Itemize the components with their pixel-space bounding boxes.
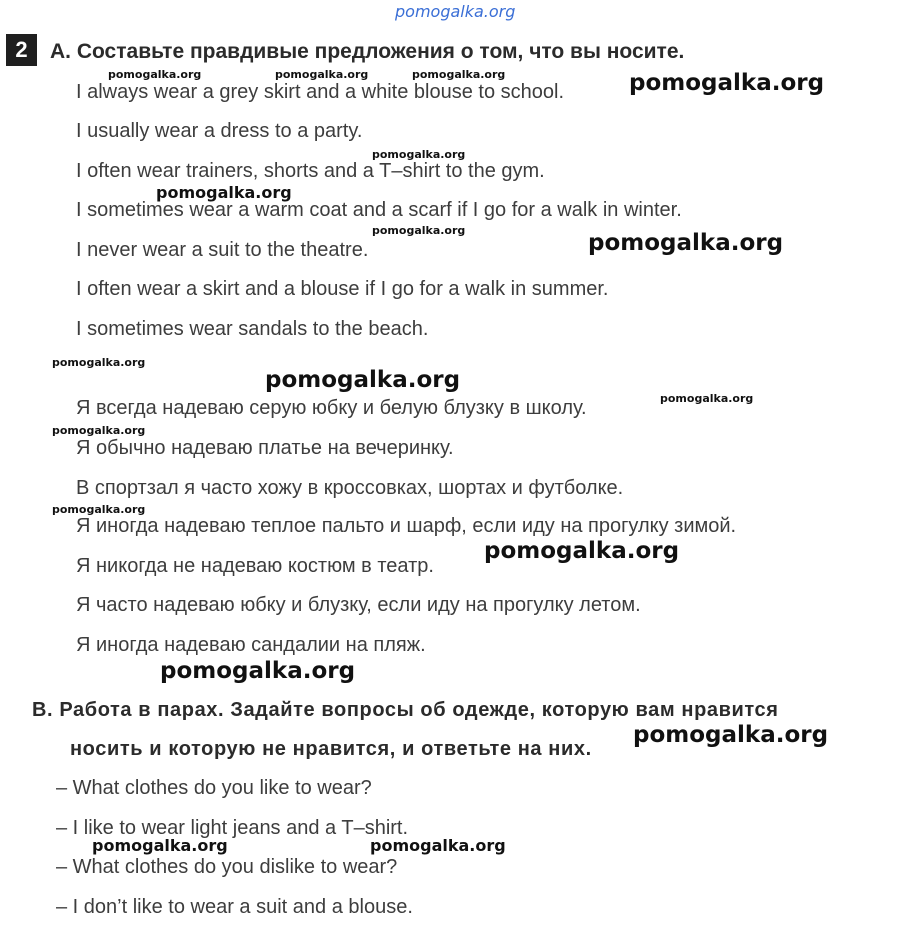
russian-sentence-6: Я часто надеваю юбку и блузку, если иду на прогулку летом. [76,594,641,616]
part-b-heading-line2: носить и которую не нравится, и ответьте на них. [70,738,592,760]
watermark: pomogalka.org [156,183,292,202]
english-sentence-1: I always wear a grey skirt and a white blouse to school. [76,81,565,103]
english-sentence-5: I never wear a suit to the theatre. [76,239,369,261]
russian-sentence-7: Я иногда надеваю сандалии на пляж. [76,634,426,656]
watermark: pomogalka.org [108,68,202,81]
watermark: pomogalka.org [372,224,466,237]
watermark: pomogalka.org [372,148,466,161]
dialogue-line-2: – I like to wear light jeans and a T–shirt. [56,817,409,839]
english-sentence-7: I sometimes wear sandals to the beach. [76,318,429,340]
watermark: pomogalka.org [412,68,506,81]
watermark: pomogalka.org [52,503,146,516]
watermark: pomogalka.org [660,392,754,405]
dialogue-line-4: – I don’t like to wear a suit and a blouse. [56,896,413,918]
watermark: pomogalka.org [588,230,784,256]
exercise-number-badge: 2 [6,34,37,66]
watermark: pomogalka.org [52,356,146,369]
russian-sentence-1: Я всегда надеваю серую юбку и белую блузку в школу. [76,397,587,419]
part-b-heading-line1: B. Работа в парах. Задайте вопросы об одежде, которую вам нравится [32,699,779,721]
watermark: pomogalka.org [275,68,369,81]
english-sentence-6: I often wear a skirt and a blouse if I go for a walk in summer. [76,278,609,300]
dialogue-line-3: – What clothes do you dislike to wear? [56,856,398,878]
dialogue-line-1: – What clothes do you like to wear? [56,777,372,799]
english-sentence-4: I sometimes wear a warm coat and a scarf if I go for a walk in winter. [76,199,682,221]
watermark: pomogalka.org [370,836,506,855]
russian-sentence-5: Я никогда не надеваю костюм в театр. [76,555,434,577]
part-a-heading: A. Составьте правдивые предложения о том, что вы носите. [50,40,685,63]
watermark: pomogalka.org [633,722,829,748]
watermark: pomogalka.org [484,538,680,564]
watermark-top: pomogalka.org [395,2,516,21]
russian-sentence-2: Я обычно надеваю платье на вечеринку. [76,437,454,459]
english-sentence-3: I often wear trainers, shorts and a T–shirt to the gym. [76,160,545,182]
russian-sentence-3: В спортзал я часто хожу в кроссовках, шортах и футболке. [76,477,624,499]
watermark: pomogalka.org [160,658,356,684]
watermark: pomogalka.org [92,836,228,855]
watermark: pomogalka.org [265,367,461,393]
watermark: pomogalka.org [629,70,825,96]
watermark: pomogalka.org [52,424,146,437]
russian-sentence-4: Я иногда надеваю теплое пальто и шарф, если иду на прогулку зимой. [76,515,737,537]
english-sentence-2: I usually wear a dress to a party. [76,120,363,142]
